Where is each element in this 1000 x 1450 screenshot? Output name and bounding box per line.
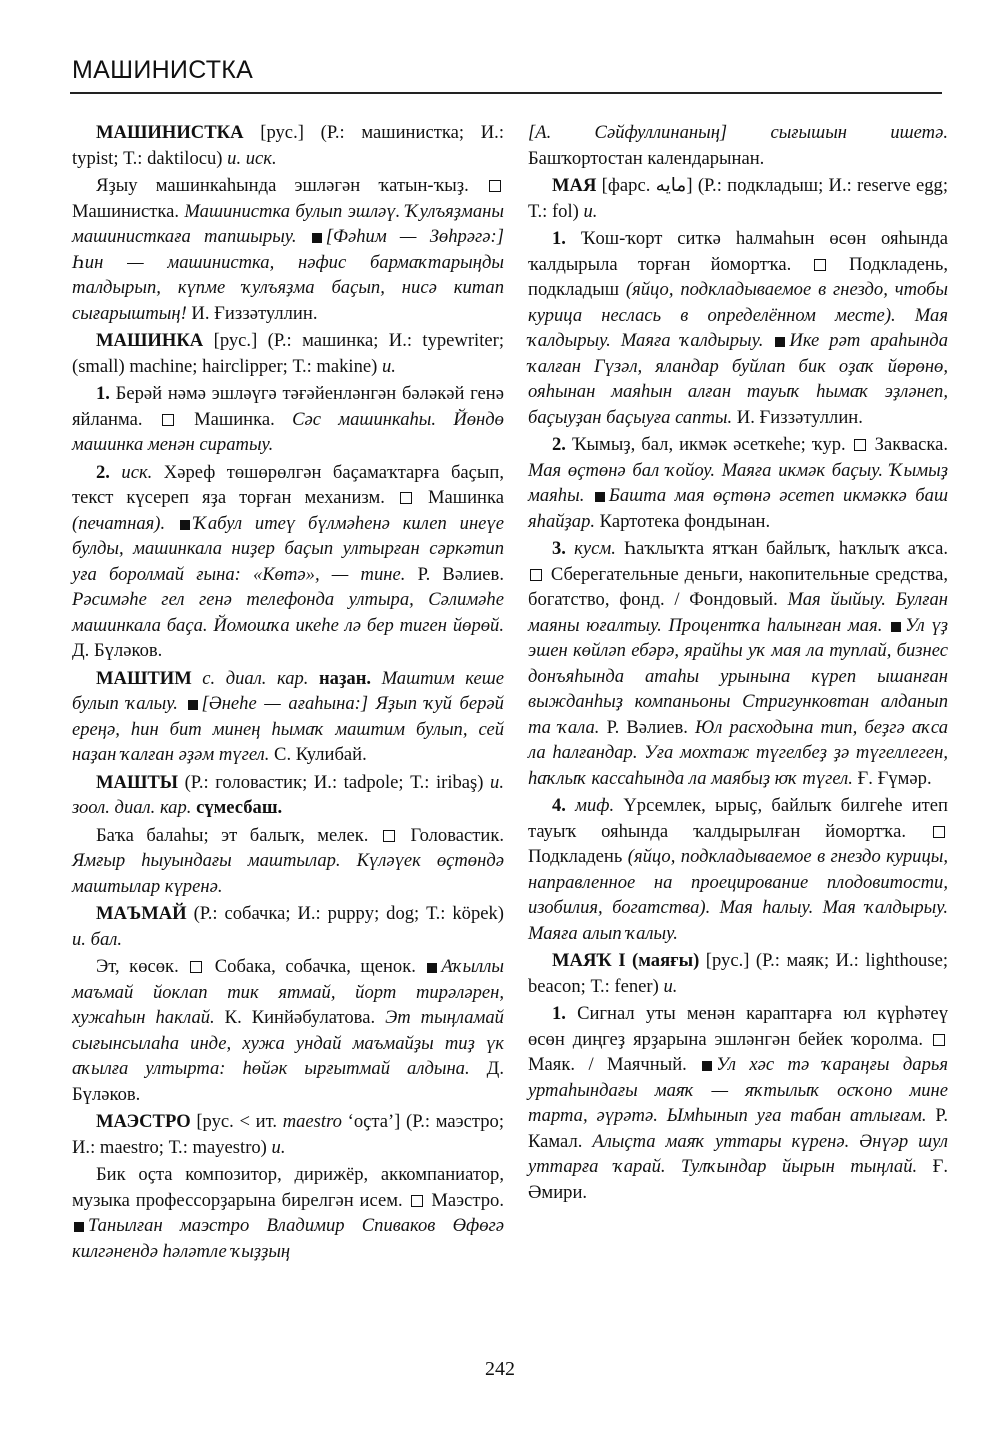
source: Картотека фондынан.	[595, 510, 771, 532]
translation-square-icon	[489, 180, 501, 192]
grammar-label: и.	[271, 1136, 286, 1158]
definition: Үрсемлек, ырыҫ, байлыҡ билгеһе итеп тауыҡ ояһында ҡалдырылған йомортҡа.	[528, 795, 949, 842]
translation: Машинка	[414, 487, 504, 508]
definition: Һаҡлыҡта ятҡан байлыҡ, һаҡлыҡ аҡса.	[615, 538, 948, 559]
example: Башта мая өҫтөнә әсетеп икмәккә баш яһайҙар.	[528, 485, 948, 532]
entry-maymay	[72, 901, 504, 952]
example: Аҡыллы маъмай йоклап тик ятмай, йорт тирәләрен, хужаһын һаклай.	[72, 956, 504, 1028]
translation-square-icon	[190, 961, 202, 973]
entry-meta: [рус.] (Р.: маяк; И.: lighthouse; beacon; Т.: fener)	[528, 950, 948, 997]
translation-square-icon	[400, 492, 412, 504]
definition: Хәреф төшөрөлгән баҫамаҡтарға баҫып, текст күсереп яҙа торған механизм.	[72, 461, 504, 508]
translation: Маэстро.	[425, 1189, 504, 1211]
headword: МАЯҠ I (маяғы)	[552, 950, 700, 971]
example: Танылған маэстро Владимир Спиваков Өфөгә килгәнендә һәләтле ҡыҙҙың	[72, 1215, 504, 1262]
left-column	[72, 120, 504, 1266]
example: Алыҫта маяҡ уттары күренә. Әнүәр шул уттарға ҡарай. Тулҡындар йырын тыңлай.	[528, 1130, 948, 1177]
sense-number: 1.	[552, 228, 566, 249]
gloss: наҙан.	[318, 667, 372, 689]
entry-meta: [рус. < ит.	[190, 1111, 283, 1132]
translation: Машинка.	[176, 408, 293, 430]
definition: Эт, көсөк.	[96, 956, 179, 977]
grammar-label: кусм.	[565, 538, 616, 559]
example: Ҡабул итеү бүлмәһенә килеп инеүе булды, машинкала ниҙер баҫып ултырған сәркәтип уға боролмай ғына: «Көтә», — тине.	[72, 512, 504, 585]
sense-1	[72, 381, 504, 458]
headword: МАЯ	[552, 175, 597, 196]
entry-meta: (Р.: головастик; И.: tadpole; Т.: iribaş)	[178, 771, 491, 793]
quote-square-icon	[188, 700, 198, 710]
translation-square-icon	[383, 830, 395, 842]
grammar-label: иск.	[109, 461, 153, 483]
example: Мая һалыу. Мая ҡалдырыу. Маяға алып ҡалыу.	[528, 897, 949, 944]
quote-square-icon	[595, 492, 605, 502]
example: Рәсимәһе гел генә телефонда ултыра, Сәлимәһе машинкала баҫа. Йомошҡа икеһе лә бер тиген йөрөй.	[72, 589, 504, 636]
example: Маштим кеше булып ҡалыу.	[72, 667, 504, 714]
definition: Баҡа балаһы; эт балыҡ, мелек.	[96, 824, 369, 846]
sense-number: 1.	[552, 1003, 566, 1024]
grammar-label: и. иск.	[227, 147, 277, 169]
entry-body	[72, 823, 504, 900]
gloss: сүмесбаш.	[196, 797, 283, 818]
quote-square-icon	[312, 233, 322, 243]
entry-meta: ] (Р.: подкладыш; И.: reserve egg; Т.: fol)	[528, 175, 948, 222]
translation: Собака, собачка, щенок.	[205, 956, 416, 977]
sense-3	[528, 536, 948, 791]
example: Сәс машинкаһы. Йөндө машинка менән сиратыу.	[72, 408, 504, 455]
translation-square-icon	[854, 439, 866, 451]
translation: Подкладень	[528, 846, 628, 867]
grammar-label: и.	[663, 975, 678, 997]
example: Юл расходына тип, беҙгә аҡса ла һалғандар. Уға мохтаж түгелбеҙ ҙә түгеллеген, һаҡлыҡ кассаһында ла маябыҙ юҡ түгел.	[528, 716, 948, 789]
translation: Машинистка.	[72, 200, 185, 222]
definition: Бик оҫта композитор, дирижёр, аккомпаниатор, музыка профессорҙарына бирелгән исем.	[72, 1164, 504, 1211]
translation-note: (яйцо, подкладываемое в гнездо курицы, направленное на проецирование плодовитости, изобилия, богатства).	[528, 846, 948, 918]
source: Ғ. Ғүмәр.	[852, 767, 932, 789]
quote-square-icon	[702, 1061, 712, 1071]
source: Башҡортостан календарынан.	[528, 147, 765, 169]
sense-1	[528, 226, 948, 430]
definition: Ҡымыҙ, бал, икмәк әсеткеһе; ҡур.	[565, 434, 846, 455]
source: С. Кулибай.	[269, 744, 367, 765]
example: [Әнеһе — ағаһына:] Яҙып ҡуй берәй ереңә, һин бит минең һымаҡ маштим булып, сей наҙан ҡалған әҙәм түгел.	[72, 693, 504, 765]
grammar-label: и. зоол. диал. кар.	[72, 771, 504, 818]
entry-meta: (Р.: собачка; И.: puppy; dog; Т.: köpek)	[186, 903, 504, 924]
example: Ул үҙ эшен көйләп ебәрә, ярайһы уҡ мая ла туплай, бизнес донъяһында атаһы урынына күреп ышанған выжданһыҙ компаньоны Стригунковтан алданып та ҡала.	[528, 614, 948, 738]
source: Д. Бүләков.	[72, 1058, 504, 1105]
translation: Закваска.	[868, 434, 948, 455]
definition: Ҡош-ҡорт ситкә һалмаһын өсөн ояһында ҡалдырыла торған йомортҡа.	[528, 228, 948, 275]
sense-2	[72, 460, 504, 664]
source: И. Ғиззәтуллин.	[186, 302, 318, 324]
example: Ямғыр һыуындағы маштылар. Күләүек өҫтөндә маштылар күренә.	[72, 850, 504, 897]
sense-number: 2.	[552, 434, 566, 455]
definition: Сигнал уты менән караптарға юл күрһәтеү өсөн диңгеҙ ярҙарына эшләнгән бейек ҡоролма.	[528, 1003, 948, 1050]
example: Мая өҫтөнә бал ҡойоу. Маяға икмәк баҫыу. Ҡымыҙ маяһы.	[528, 459, 948, 506]
arabic-etymon: مايه	[655, 175, 687, 196]
entry-meta: ‘оҫта’] (Р.: маэстро; И.: maestro; Т.: mayestro)	[72, 1111, 505, 1158]
entry-body	[72, 954, 504, 1107]
grammar-label: и.	[583, 200, 598, 222]
quote-square-icon	[891, 622, 901, 632]
source: Р. Вәлиев.	[405, 563, 504, 585]
entry-mashty	[72, 770, 504, 821]
entry-mashtim	[72, 666, 504, 768]
source: Р. Вәлиев.	[599, 716, 696, 738]
sense-1	[528, 1001, 948, 1205]
example: Машинистка булып эшләү. Ҡулъяҙманы машинисткаға тапшырыу.	[72, 200, 504, 247]
sense-number: 2.	[96, 461, 110, 483]
quote-square-icon	[180, 520, 190, 530]
translation-square-icon	[933, 826, 945, 838]
entry-mashinka	[72, 328, 504, 379]
source: Ғ. Әмири.	[528, 1156, 949, 1203]
translation: Головастик.	[397, 824, 504, 846]
sense-number: 4.	[552, 795, 566, 816]
translation-square-icon	[933, 1034, 945, 1046]
headword: МАШТЫ	[96, 771, 179, 793]
entry-continuation	[528, 120, 948, 171]
translation: Маяк. / Маячный.	[528, 1054, 687, 1075]
definition: Яҙыу машинкаһында эшләгән ҡатын-ҡыҙ.	[96, 175, 469, 196]
right-column	[528, 120, 948, 1207]
headword: МАШИНИСТКА	[96, 122, 244, 143]
entry-mashinistka	[72, 120, 504, 171]
example: Мая ҡалдырыу. Маяға ҡалдырыу.	[528, 304, 948, 351]
translation: Сберегательные деньги, накопительные средства, богатство, фонд. / Фондовый.	[528, 563, 948, 610]
example: Эт тыңламай сығынсылаһа инде, хужа ундай маъмайҙы тиҙ үк аҡылға ултырта: һөйәк ырғытмай алдына.	[72, 1007, 504, 1079]
translation-square-icon	[411, 1195, 423, 1207]
running-title: МАШИНИСТКА	[72, 56, 254, 84]
quote-square-icon	[74, 1222, 84, 1232]
quote-square-icon	[775, 337, 785, 347]
translation-square-icon	[530, 569, 542, 581]
example: Ул хәс тә ҡараңғы дарья уртаһындағы маяҡ — яҡтылыҡ осҡоно мине тарта, әүрәтә. Ымһынып уға табан атлығам.	[528, 1054, 948, 1126]
page-number: 242	[485, 1358, 515, 1380]
headword: МАЭСТРО	[96, 1111, 191, 1132]
quote-square-icon	[427, 963, 437, 973]
grammar-label: и. бал.	[72, 928, 122, 950]
source: Р. Камал.	[528, 1105, 948, 1152]
sense-4	[528, 793, 948, 946]
source: И. Ғиззәтуллин.	[732, 406, 863, 428]
header-rule	[70, 92, 942, 94]
grammar-label: и.	[381, 355, 396, 377]
entry-body	[72, 173, 504, 326]
entry-body	[72, 1162, 504, 1264]
example: Мая йыйыу. Булған маяны юғалтыу. Процентҡа һалынған мая.	[528, 589, 948, 636]
source: Д. Бүләков.	[72, 640, 163, 661]
entry-maya	[528, 173, 948, 224]
grammar-label: миф.	[565, 795, 615, 816]
example: [А. Сәйфуллинаның] сығышын ишетә.	[528, 122, 948, 143]
headword: МАЪМАЙ	[96, 903, 187, 924]
entry-meta: [рус.] (Р.: машинистка; И.: typist; Т.: daktilocu)	[72, 122, 504, 169]
source: К. Кинйәбулатова.	[214, 1007, 386, 1028]
translation-note: (яйцо, подкладываемое в гнездо, чтобы курица неслась в определённом месте).	[528, 279, 949, 326]
example: [Фәһим — Зөһрәгә:] Һин — машинистка, нәфис бармаҡтарыңды талдырып, күпме ҡулъяҙма баҫып, нисә китап сығарыштың!	[72, 226, 504, 324]
translation: Подкладень, подкладыш	[528, 253, 948, 300]
entry-meta: [рус.] (Р.: машинка; И.: typewriter; (small) machine; hairclipper; Т.: makine)	[72, 330, 504, 377]
translation-note: (печатная).	[72, 512, 166, 534]
sense-number: 3.	[552, 538, 566, 559]
grammar-label: с. диал. кар.	[191, 667, 319, 689]
sense-number: 1.	[96, 383, 110, 404]
translation-square-icon	[162, 414, 174, 426]
sense-2	[528, 432, 948, 534]
entry-maestro	[72, 1109, 504, 1160]
translation-square-icon	[814, 259, 826, 271]
entry-meta: [фарс.	[596, 175, 656, 196]
example: Ике рәт араһында ҡалған Гүзәл, яландар буйлап бик оҙаҡ йөрөнө, ояһынан маяһын алған тауыҡ һымаҡ эҙләнеп, баҫыуҙан баҫыуға сапты.	[528, 330, 948, 428]
etymon: maestro	[282, 1111, 342, 1132]
definition: Берәй нәмә эшләүгә тәғәйенләнгән бәләкәй генә яйланма.	[72, 383, 504, 430]
headword: МАШТИМ	[96, 667, 192, 689]
headword: МАШИНКА	[96, 330, 204, 351]
entry-mayak	[528, 948, 948, 999]
